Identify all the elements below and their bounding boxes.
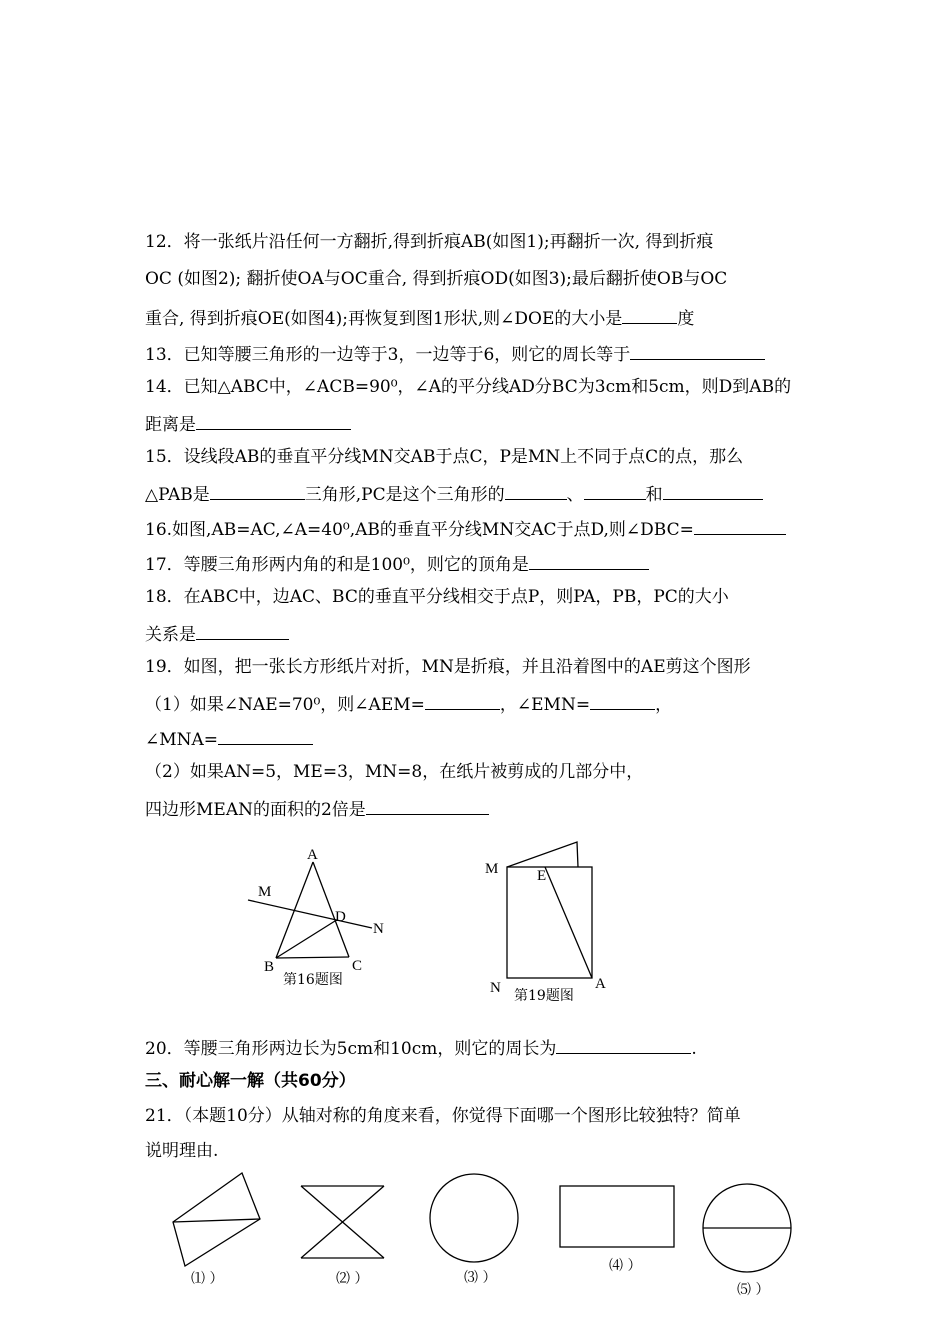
shape-2 — [301, 1186, 384, 1258]
q15-blank-2[interactable] — [505, 481, 567, 500]
section-3-heading: 三、耐心解一解（共60分） — [145, 1071, 356, 1091]
q15-text-d: 和 — [645, 485, 663, 505]
q21-line1: 21．（本题10分）从轴对称的角度来看，你觉得下面哪一个图形比较独特？简单 — [145, 1106, 741, 1126]
q13-line — [145, 341, 765, 366]
q13-answer-blank[interactable] — [630, 341, 765, 360]
q12-answer-blank[interactable] — [622, 305, 677, 324]
q16-text: 16.如图,AB=AC,∠A=40⁰,AB的垂直平分线MN交AC于点D,则∠DBC= — [145, 520, 694, 540]
q19-text-a: （1）如果∠NAE=70⁰，则∠AEM= — [145, 695, 425, 715]
shape-1-diagonal — [173, 1219, 260, 1222]
q15-text-a: △PAB是 — [145, 485, 210, 505]
q16-line — [145, 516, 786, 541]
q12-unit: 度 — [677, 309, 695, 329]
label-b: B — [264, 959, 275, 975]
q15-line2 — [145, 481, 763, 506]
q19-line5 — [145, 796, 489, 821]
figure-16-caption: 第16题图 — [283, 972, 343, 988]
q19-line2 — [145, 691, 672, 716]
q12-text: 重合, 得到折痕OE(如图4);再恢复到图1形状,则∠DOE的大小是 — [145, 309, 623, 329]
q19-blank-aem[interactable] — [425, 691, 500, 710]
paper-rect — [507, 867, 592, 978]
q19-text-c: ， — [655, 695, 673, 715]
shape-5-label: ⑸ ） — [737, 1282, 770, 1298]
label-d: D — [335, 909, 346, 925]
shape-3-circle — [430, 1174, 518, 1262]
q17-line — [145, 551, 649, 576]
q14-answer-blank[interactable] — [196, 411, 351, 430]
q21-shape-labels — [191, 1258, 769, 1298]
shape-4-label: ⑷ ） — [609, 1258, 642, 1274]
q21-line2: 说明理由. — [145, 1141, 219, 1161]
shape-4-rect — [560, 1186, 674, 1247]
q19-blank-emn[interactable] — [590, 691, 655, 710]
label-m19: M — [485, 861, 499, 877]
q21-shapes — [173, 1173, 791, 1272]
q15-blank-1[interactable] — [210, 481, 305, 500]
q15-line1: 15．设线段AB的垂直平分线MN交AB于点C，P是MN上不同于点C的点，那么 — [145, 447, 744, 467]
q14-line1: 14．已知△ABC中，∠ACB=90⁰，∠A的平分线AD分BC为3cm和5cm，则D到AB的 — [145, 377, 792, 397]
q12-line2: OC (如图2); 翻折使OA与OC重合, 得到折痕OD(如图3);最后翻折使OB与OC — [145, 269, 728, 289]
label-e19: E — [537, 868, 547, 884]
q19-text-area: 四边形MEAN的面积的2倍是 — [145, 800, 366, 820]
q17-text: 17．等腰三角形两内角的和是100⁰，则它的顶角是 — [145, 555, 529, 575]
q16-answer-blank[interactable] — [694, 516, 786, 535]
q15-text-c: 、 — [566, 485, 584, 505]
label-a: A — [307, 847, 318, 863]
figure-19-caption: 第19题图 — [514, 988, 574, 1004]
shape-1 — [173, 1173, 260, 1266]
label-n19: N — [490, 980, 501, 996]
shape-3-label: ⑶ ） — [464, 1270, 497, 1286]
q14-line2 — [145, 411, 351, 436]
q19-line3 — [145, 726, 313, 751]
shape-5 — [703, 1184, 791, 1272]
figure-19 — [507, 842, 592, 978]
label-n: N — [373, 921, 384, 937]
label-a19: A — [595, 976, 606, 992]
figure-16 — [248, 862, 372, 958]
line-mn — [248, 900, 372, 928]
folded-flap — [507, 842, 578, 867]
shape-5-circle — [703, 1184, 791, 1272]
q18-line2 — [145, 621, 289, 646]
side-ab — [276, 862, 313, 958]
q18-line1: 18．在ABC中，边AC、BC的垂直平分线相交于点P，则PA，PB，PC的大小 — [145, 587, 729, 607]
side-ac — [313, 862, 349, 957]
q20-text: 20．等腰三角形两边长为5cm和10cm，则它的周长为 — [145, 1039, 557, 1059]
q14-text: 距离是 — [145, 415, 196, 435]
segment-bd — [276, 921, 335, 958]
q12-line3 — [145, 305, 694, 330]
figure-16-labels — [258, 847, 384, 988]
q19-text-mna: ∠MNA= — [145, 730, 219, 750]
shape-1-label: ⑴ ） — [191, 1271, 224, 1287]
q19-blank-area[interactable] — [366, 796, 489, 815]
q19-blank-mna[interactable] — [218, 726, 313, 745]
q19-line1: 19．如图，把一张长方形纸片对折，MN是折痕，并且沿着图中的AE剪这个图形 — [145, 657, 751, 677]
shape-1-quad — [173, 1173, 260, 1266]
label-c: C — [352, 958, 363, 974]
q20-line — [145, 1035, 697, 1060]
q18-text: 关系是 — [145, 625, 196, 645]
q15-blank-3[interactable] — [584, 481, 646, 500]
q19-text-b: ，∠EMN= — [499, 695, 591, 715]
shape-2-diag-2 — [301, 1186, 384, 1258]
q13-text: 13．已知等腰三角形的一边等于3，一边等于6，则它的周长等于 — [145, 345, 631, 365]
label-m: M — [258, 884, 272, 900]
q12-line1: 12．将一张纸片沿任何一方翻折,得到折痕AB(如图1);再翻折一次, 得到折痕 — [145, 232, 714, 252]
q20-answer-blank[interactable] — [556, 1035, 691, 1054]
q20-end: . — [691, 1039, 697, 1059]
q15-text-b: 三角形,PC是这个三角形的 — [304, 485, 505, 505]
q15-blank-4[interactable] — [663, 481, 763, 500]
q19-line4: （2）如果AN=5，ME=3，MN=8，在纸片被剪成的几部分中， — [145, 762, 644, 782]
shape-2-diag-1 — [301, 1186, 384, 1258]
figure-19-labels — [485, 861, 606, 1004]
q17-answer-blank[interactable] — [529, 551, 649, 570]
shape-2-label: ⑵ ） — [336, 1271, 369, 1287]
side-bc — [276, 957, 349, 958]
q18-answer-blank[interactable] — [196, 621, 289, 640]
cut-line-ae — [545, 867, 592, 978]
